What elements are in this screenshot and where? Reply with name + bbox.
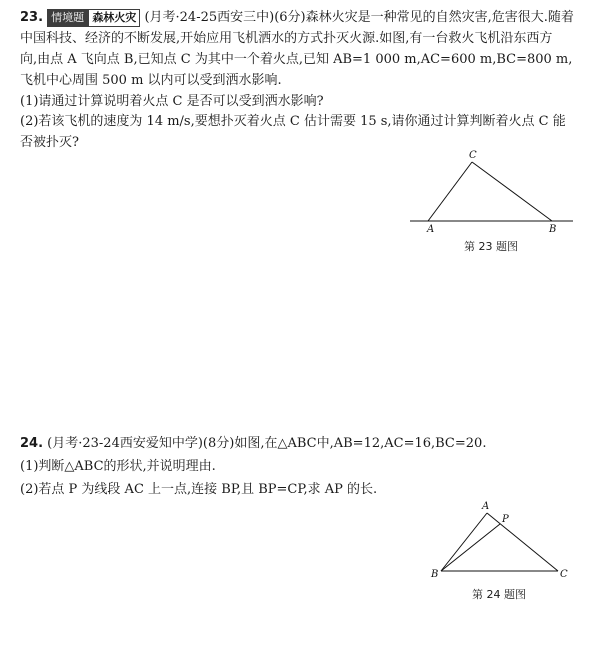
q24-label-a: A	[482, 501, 490, 512]
q23-part-2: (2)若该飞机的速度为 14 m/s,要想扑灭着火点 C 估计需要 15 s,请你通过计算判断着火点 C 能	[20, 114, 566, 129]
q24-label-c: C	[560, 569, 568, 580]
q24-text-line: (月考·23-24西安爱知中学)(8分)如图,在△ABC中,AB=12,AC=16,BC=20.	[47, 436, 487, 451]
q24-line-1	[20, 434, 486, 454]
q23-side-bc	[472, 162, 552, 221]
q24-segment-bp	[441, 524, 500, 571]
q23-side-ac	[428, 162, 472, 221]
q23-line-1	[20, 8, 574, 28]
q23-line-2: 中国科技、经济的不断发展,开始应用飞机洒水的方式扑灭火源.如图,有一台救火飞机沿东西方	[20, 31, 553, 46]
q24-part-2: (2)若点 P 为线段 AC 上一点,连接 BP,且 BP=CP,求 AP 的长.	[20, 482, 378, 497]
q23-line-4: 飞机中心周围 500 m 以内可以受到洒水影响.	[20, 73, 282, 88]
q23-label-a: A	[427, 224, 435, 235]
q23-figure	[405, 148, 580, 236]
q23-tag-topic: 森林火灾	[88, 9, 140, 27]
q24-label-p: P	[502, 514, 509, 525]
q24-side-ab	[441, 513, 487, 571]
q24-triangle-diagram	[425, 498, 575, 582]
q23-part-2-cont: 否被扑灭?	[20, 135, 79, 150]
q24-part-1: (1)判断△ABC的形状,并说明理由.	[20, 459, 216, 474]
q24-label-b: B	[431, 569, 439, 580]
q24-side-ac	[487, 513, 558, 571]
q23-number: 23.	[20, 10, 44, 25]
q24-figure	[425, 498, 575, 582]
q23-caption: 第 23 题图	[464, 240, 518, 253]
q23-line-3: 向,由点 A 飞向点 B,已知点 C 为其中一个着火点,已知 AB=1 000 m,AC=600 m,BC=800 m,	[20, 52, 573, 67]
q23-text-line: (月考·24-25西安三中)(6分)森林火灾是一种常见的自然灾害,危害很大.随着	[144, 10, 574, 25]
q23-part-1: (1)请通过计算说明着火点 C 是否可以受到洒水影响?	[20, 94, 324, 109]
q23-label-c: C	[469, 150, 477, 161]
q24-caption: 第 24 题图	[472, 588, 526, 601]
q23-triangle-diagram	[405, 148, 580, 236]
q24-number: 24.	[20, 436, 44, 451]
q23-label-b: B	[549, 224, 557, 235]
q23-tag-type: 情境题	[47, 9, 88, 27]
